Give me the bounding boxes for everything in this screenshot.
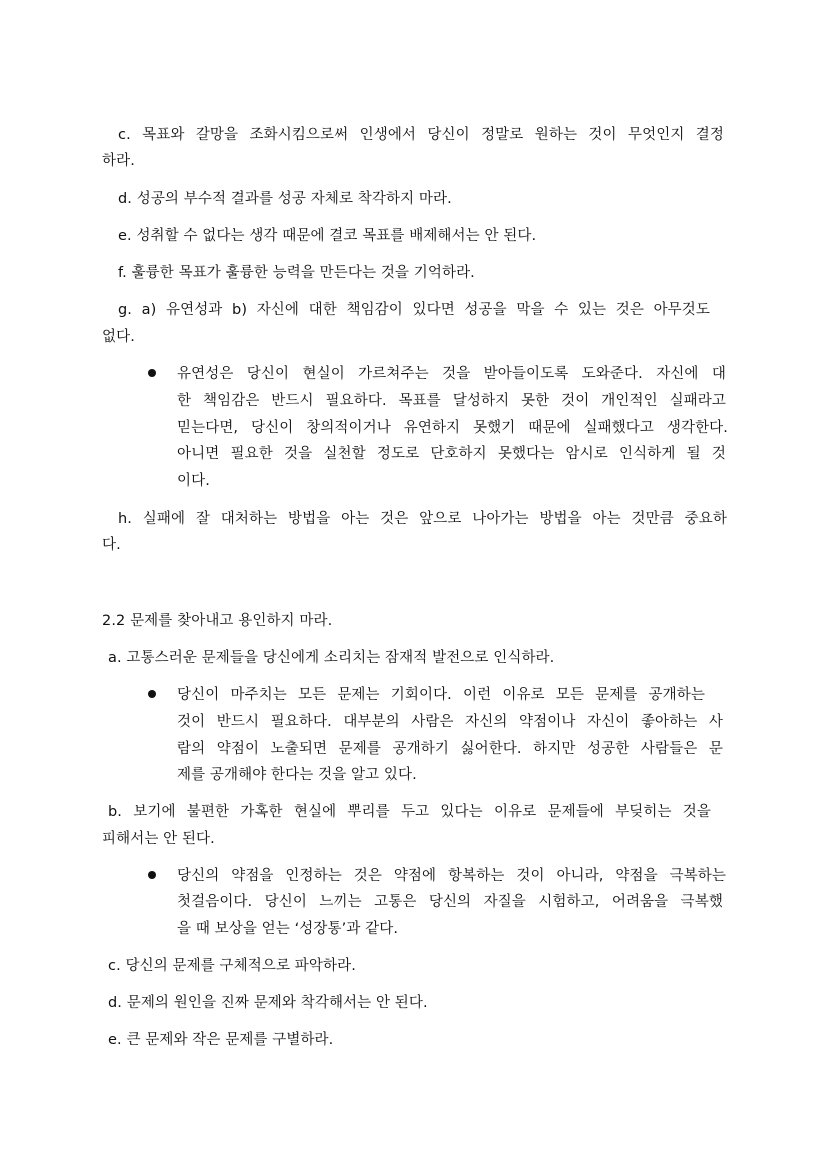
a-bullet-line-4: 제를 공개해야 한다는 것을 알고 있다.	[177, 767, 417, 783]
item-d: d. 성공의 부수적 결과를 성공 자체로 착각하지 마라.	[118, 191, 452, 207]
b-bullet-line-2: 첫걸음이다. 당신이 느끼는 고통은 당신의 자질을 시험하고, 어려움을 극복했	[177, 894, 723, 910]
a-bullet-line-2: 것이 반드시 필요하다. 대부분의 사람은 자신의 약점이나 자신이 좋아하는 사	[177, 714, 723, 730]
section-item-b-line-1: b. 보기에 불편한 가혹한 현실에 뿌리를 두고 있다는 이유로 문제들에 부딪히는 것을	[108, 804, 711, 820]
item-c-line-1: c. 목표와 갈망을 조화시킴으로써 인생에서 당신이 정말로 원하는 것이 무엇인지 결정	[118, 127, 724, 143]
g-bullet-line-5: 이다.	[177, 473, 210, 489]
item-g-line-2: 없다.	[102, 329, 135, 345]
section-item-a: a. 고통스러운 문제들을 당신에게 소리치는 잠재적 발전으로 인식하라.	[108, 650, 555, 666]
item-h-line-2: 다.	[102, 537, 121, 553]
a-bullet-line-3: 람의 약점이 노출되면 문제를 공개하기 싫어한다. 하지만 성공한 사람들은 문	[177, 741, 723, 757]
section-item-b-line-2: 피해서는 안 된다.	[102, 831, 215, 847]
section-item-e: e. 큰 문제와 작은 문제를 구별하라.	[108, 1032, 334, 1048]
item-f: f. 훌륭한 목표가 훌륭한 능력을 만든다는 것을 기억하라.	[118, 265, 475, 281]
g-bullet-line-1: 유연성은 당신이 현실이 가르쳐주는 것을 받아들이도록 도와준다. 자신에 대	[177, 366, 726, 382]
bullet-icon	[148, 369, 156, 377]
b-bullet-line-3: 을 때 보상을 얻는 ‘성장통’과 같다.	[177, 921, 399, 937]
section-item-c: c. 당신의 문제를 구체적으로 파악하라.	[108, 958, 356, 974]
g-bullet-line-3: 믿는다면, 당신이 창의적이거나 유연하지 못했기 때문에 실패했다고 생각한다.	[177, 420, 728, 436]
section-heading: 2.2 문제를 찾아내고 용인하지 마라.	[102, 613, 333, 629]
item-g-line-1: g. a) 유연성과 b) 자신에 대한 책임감이 있다면 성공을 막을 수 있는 것은 아무것도	[118, 302, 710, 318]
bullet-icon	[148, 690, 156, 698]
section-item-d: d. 문제의 원인을 진짜 문제와 착각해서는 안 된다.	[108, 995, 428, 1011]
item-h-line-1: h. 실패에 잘 대처하는 방법을 아는 것은 앞으로 나아가는 방법을 아는 것만큼 중요하	[118, 511, 727, 527]
g-bullet-line-2: 한 책임감은 반드시 필요하다. 목표를 달성하지 못한 것이 개인적인 실패라고	[177, 393, 726, 409]
b-bullet-line-1: 당신의 약점을 인정하는 것은 약점에 항복하는 것이 아니라, 약점을 극복하는	[177, 868, 726, 884]
item-c-line-2: 하라.	[102, 153, 135, 169]
bullet-icon	[148, 871, 156, 879]
item-e: e. 성취할 수 없다는 생각 때문에 결코 목표를 배제해서는 안 된다.	[118, 228, 537, 244]
g-bullet-line-4: 아니면 필요한 것을 실천할 정도로 단호하지 못했다는 암시로 인식하게 될 것	[177, 446, 726, 462]
a-bullet-line-1: 당신이 마주치는 모든 문제는 기회이다. 이런 이유로 모든 문제를 공개하는	[177, 687, 705, 703]
